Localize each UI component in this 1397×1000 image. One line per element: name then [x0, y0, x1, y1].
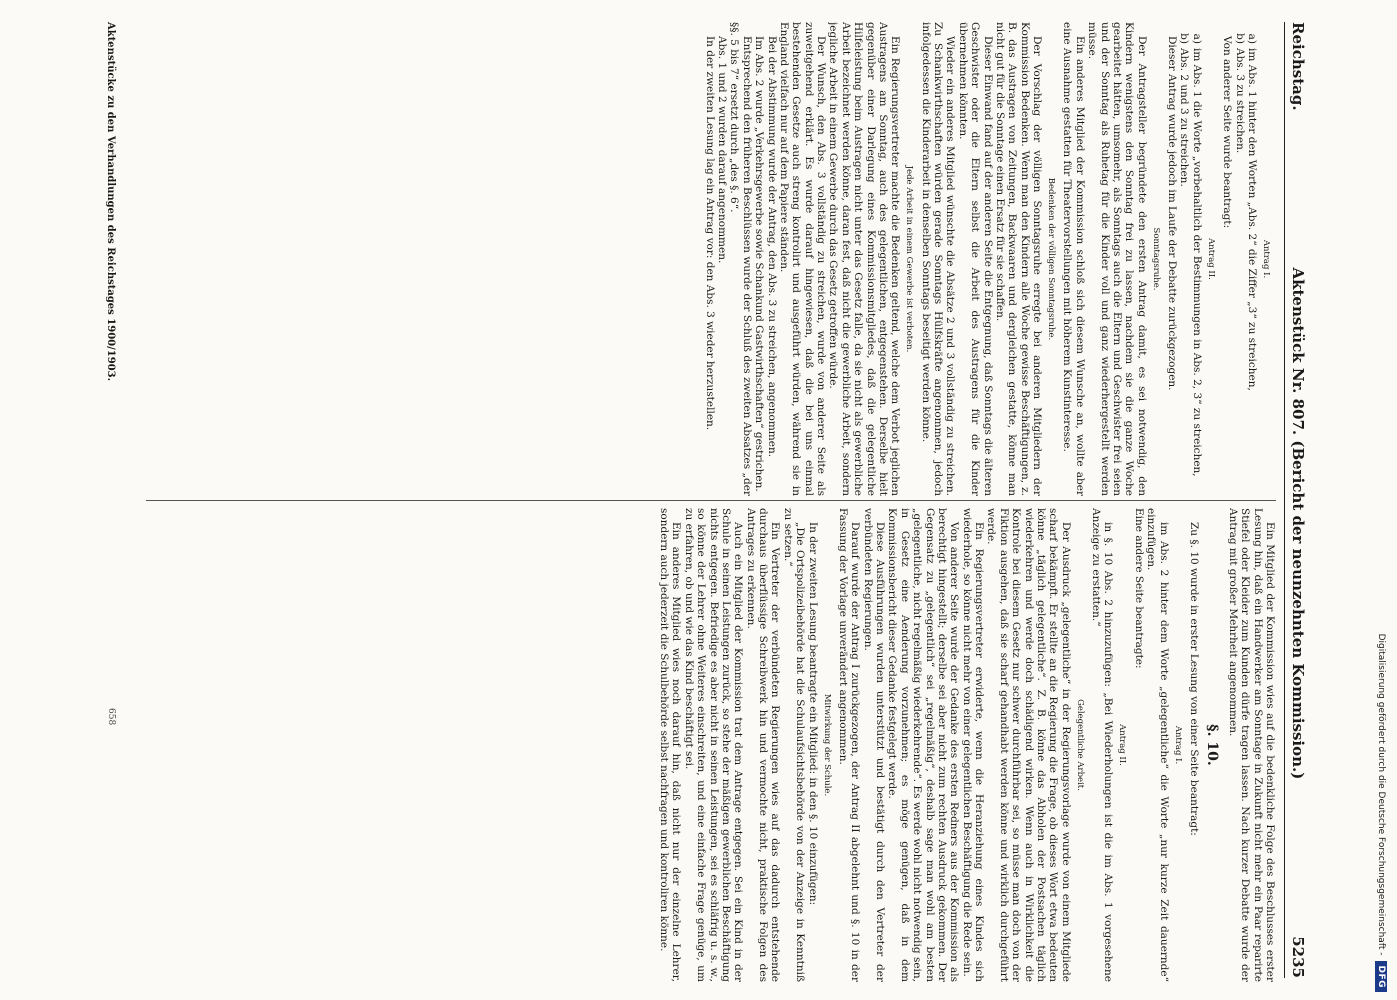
list-text: Abs. 3 zu streichen.: [1233, 48, 1246, 154]
paragraph: Der Antragsteller begründete den ersten Antrag damit, es sei notwendig, den Kindern wenigstens den Sonntag frei zu lassen, nachdem sie die ganze Woche gearbeitet hätten, umsomehr, als Sonntags auch die Eltern und Geschwister frei seien und der Sonntag als Ruhetag für die Kinder voll und ganz wiederhergestellt werden müsse.: [1086, 22, 1148, 496]
list-marker: a): [1190, 33, 1203, 44]
paragraph: Diese Ausführungen wurden unterstützt und bestätigt durch den Vertreter der verbündeten Regierungen.: [861, 508, 887, 982]
section-heading: Mitwirkung der Schule.: [821, 693, 832, 797]
dfg-logo: DFG: [1375, 961, 1387, 992]
paragraph: Ein anderes Mitglied der Kommission schloß sich diesem Wunsche an, wollte aber eine Ausnahme gestatten für Theatervorstellungen mit höherem Kunstinteresse.: [1061, 22, 1086, 496]
list-marker: b): [1178, 33, 1191, 44]
paragraph: Bei der Abstimmung wurde der Antrag, den Abs. 3 zu streichen, angenommen.: [765, 36, 778, 458]
section-heading: Antrag II.: [1205, 238, 1216, 280]
paragraph: Der Vorschlag der völligen Sonntagsruhe erregte bei anderen Mitgliedern der Kommission Bedenken. Wenn man den Kindern alle Woche gewisse Beschäftigungen, z. B. das Austragen von Zeitungen, Backwaaren und dergleichen gestatte, könne man nicht gut für die Sonntage einen Ersatz für sie schaffen.: [993, 22, 1044, 496]
column-divider: [146, 500, 1276, 501]
paragraph: Von anderer Seite wurde der Gedanke des ersten Redners aus der Kommission als berechtigt hingestellt; derselbe sei aber nicht zum rechten Ausdruck gekommen. Der Gegensatz zu „gelegentlich“ sei „regelmäßig“, deshalb sage man wohl am besten „gelegentliche, nicht regelmäßig wiederkehrende“. Es werde wohl nicht notwendig sein, in Gesetz eine Aenderung vorzunehmen; es möge genügen, daß in dem Kommissionsbericht dieser Gedanke festgelegt werde.: [886, 508, 961, 982]
list-item: [1246, 22, 1258, 496]
list-item: [1190, 22, 1202, 496]
list-marker: b): [1233, 33, 1246, 44]
paragraph: Der Ausdruck „gelegentliche“ in der Regierungsvorlage wurde von einem Mitgliede scharf bekämpft. Er stellte an die Regierung die Frage, ob dieses Wort etwa bedeuten könne „täglich gelegentliche“. Z. B. könne das Abholen der Postsachen täglich wiederkehren und werde doch schädigend wirken. Wenn auch in Wirklichkeit die Kontrole bei diesem Gesetz nur schwer durchführbar sei, so müsse man doch von der Fiktion ausgehen, daß sie scharf gehandhabt werden könne und wirklich durchgeführt werde.: [985, 508, 1072, 982]
digitization-note: [1370, 8, 1392, 992]
paragraph-heading: §. 10.: [1204, 724, 1221, 766]
list-text: Abs. 2 und 3 zu streichen.: [1178, 48, 1191, 187]
page-header: [1284, 22, 1310, 978]
paragraph: Ein Regierungsvertreter machte die Bedenken geltend, welche dem Verbot jeglichen Austragens am Sonntag, auch des gelegentlichen, entgegenstehen. Derselbe hielt gegenüber einer Darlegung eines Kommissionsmitgliedes, daß die gelegentliche Hilfeleistung beim Austragen nicht unter das Gesetz falle, da sie nicht als gewerbliche Arbeit bezeichnet werden könne, daran fest, daß nicht die gewerbliche Arbeit, sondern jegliche Arbeit in einem Gewerbe durch das Gesetz getroffen würde.: [827, 22, 902, 496]
digitization-note-text: Digitalisierung gefördert durch die Deutsche Forschungsgemeinschaft -: [1376, 633, 1386, 956]
section-heading: Bedenken der völligen Sonntagsruhe.: [1046, 177, 1057, 341]
paragraph: Ein Vertreter der verbündeten Regierungen wies auf das dadurch entstehende durchaus überflüssige Schreibwerk hin und vermochte nicht, praktische Folgen des Antrages zu erkennen.: [744, 508, 782, 982]
header-center: [1288, 111, 1306, 937]
list-item: [1233, 22, 1245, 496]
section-heading: Antrag I.: [1172, 725, 1183, 765]
section-heading: Antrag II.: [1117, 724, 1128, 766]
list-item: [1178, 22, 1190, 496]
paragraph: Ein Regierungsvertreter erwiderte, wenn die Heranziehung eines Kindes sich wiederhole, so könne nicht mehr von einer gelegentlichen Beschäftigung die Rede sein.: [960, 508, 986, 982]
section-heading: Sonntagsruhe.: [1150, 227, 1161, 291]
list-text: im Abs. 1 hinter den Worten „Abs. 2“ die Ziffer „3“ zu streichen,: [1245, 48, 1258, 391]
right-column: [126, 508, 1276, 982]
page-stage: [80, 8, 1320, 992]
footer-source: Aktenstücke zu den Verhandlungen des Reichstages 1900/1903.: [105, 22, 116, 382]
section-heading: Gelegentliche Arbeit.: [1074, 699, 1085, 791]
paragraph: Auch ein Mitglied der Kommission trat dem Antrage entgegen. Sei ein Kind in der Schule in seinen Leistungen zurück, so stehe der mäßigen gewerblichen Beschäftigung nichts entgegen. Befriedige es aber nicht in seinen Leistungen, sei es schläfrig u. s. w., so könne der Lehrer ohne Weiteres einschreiten, und eine einfache Frage genüge, um zu erfahren, ob und wie das Kind beschäftigt sei.: [682, 508, 745, 982]
header-subtitle: (Bericht der neunzehnten Kommission.): [1288, 440, 1307, 780]
paragraph: In der zweiten Lesung lag ein Antrag vor: den Abs. 3 wieder herzustellen.: [703, 36, 716, 431]
paragraph: Dieser Antrag wurde jedoch im Laufe der Debatte zurückgezogen.: [1166, 36, 1179, 391]
document-page: [80, 8, 1320, 992]
paragraph: Im Abs. 2 wurde „Verkehrsgewerbe sowie Schankund Gastwirthschaften“ gestrichen.: [753, 36, 766, 492]
page-number: 5235: [1288, 936, 1307, 978]
paragraph: in §. 10 Abs. 2 hinzuzufügen: „Bei Wiederholungen ist die im Abs. 1 vorgesehene Anzeige zu erstatten.“: [1090, 508, 1115, 982]
paragraph: Wieder ein anderes Mitglied wünschte die Absätze 2 und 3 vollständig zu streichen. Zu Schankwirthschaften würden gerade Sonntags Hülfskräfte angenommen, jedoch infolgedessen die Kinderarbeit in denselben Sonntags beseitigt werden könne.: [919, 22, 957, 496]
header-title: Aktenstück Nr. 807.: [1288, 267, 1307, 436]
left-column: [126, 22, 1276, 496]
paragraph: Ein anderes Mitglied wies noch darauf hin, daß nicht nur der einzelne Lehrer, sondern auch jederzeit die Schulbehörde selbst nachfragen und kontroliren könne.: [658, 508, 683, 982]
quote: „Die Ortspolizeibehörde hat die Schulaufsichtsbehörde von der Anzeige in Kenntniß zu setzen.“: [781, 508, 807, 982]
paragraph: In der zweiten Lesung beantragte ein Mitglied: in den §. 10 einzufügen:: [806, 522, 819, 906]
paragraph: Zu §. 10 wurde in erster Lesung von einer Seite beantragt:: [1187, 522, 1200, 836]
footer-number: 658: [106, 708, 116, 726]
header-left: Reichstag.: [1288, 22, 1307, 111]
paragraph: Abs. 1 und 2 wurden darauf angenommen.: [716, 36, 729, 264]
paragraph: Ein Mitglied der Kommission wies auf die bedenkliche Folge des Beschlusses erster Lesung hin, daß ein Handwerker am Sonntage in Zukunft nicht mehr ein Paar reparirte Stiefel oder Kleider zum Kunden dürfe tragen lassen. Nach kurzer Debatte wurde der Antrag mit großer Mehrheit angenommen.: [1226, 508, 1276, 982]
section-heading: Jede Arbeit in einem Gewerbe ist verboten.: [904, 165, 915, 353]
paragraph: Eine andere Seite beantragte:: [1132, 508, 1145, 669]
paragraph: Entsprechend den früheren Beschlüssen wurde der Schluß des zweiten Absatzes „der §§. 5 bis 7“ ersetzt durch „des §. 6“.: [728, 22, 753, 496]
section-heading: Antrag I.: [1261, 239, 1271, 279]
list-text: im Abs. 1 die Worte „vorbehaltlich der Bestimmungen in Abs. 2, 3“ zu streichen,: [1190, 48, 1203, 477]
paragraph: Von anderer Seite wurde beantragt:: [1221, 36, 1234, 229]
paragraph: Dieser Einwand fand auf der anderen Seite die Entgegnung, daß Sonntags die älteren Geschwister oder die Eltern selbst die Arbeit des Austragens für die Kinder übernehmen könnten.: [956, 22, 994, 496]
paragraph: Darauf wurde der Antrag I zurückgezogen, der Antrag II abgelehnt und §. 10 in der Fassung der Vorlage unverändert angenommen.: [836, 508, 862, 982]
list-marker: a): [1245, 33, 1258, 44]
paragraph: Der Wunsch, den Abs. 3 vollständig zu streichen, wurde von anderer Seite als zuweitgehend erklärt. Es wurde darauf hingewiesen, daß die bei uns einmal bestehenden Gesetze auch streng kontrolirt und ausgeführt würden, während sie in England vielfach nur auf dem Papiere ständen.: [777, 22, 828, 496]
paragraph: im Abs. 2 hinter dem Worte „gelegentliche“ die Worte „nur kurze Zeit dauernde“ einzufügen.: [1145, 508, 1170, 982]
